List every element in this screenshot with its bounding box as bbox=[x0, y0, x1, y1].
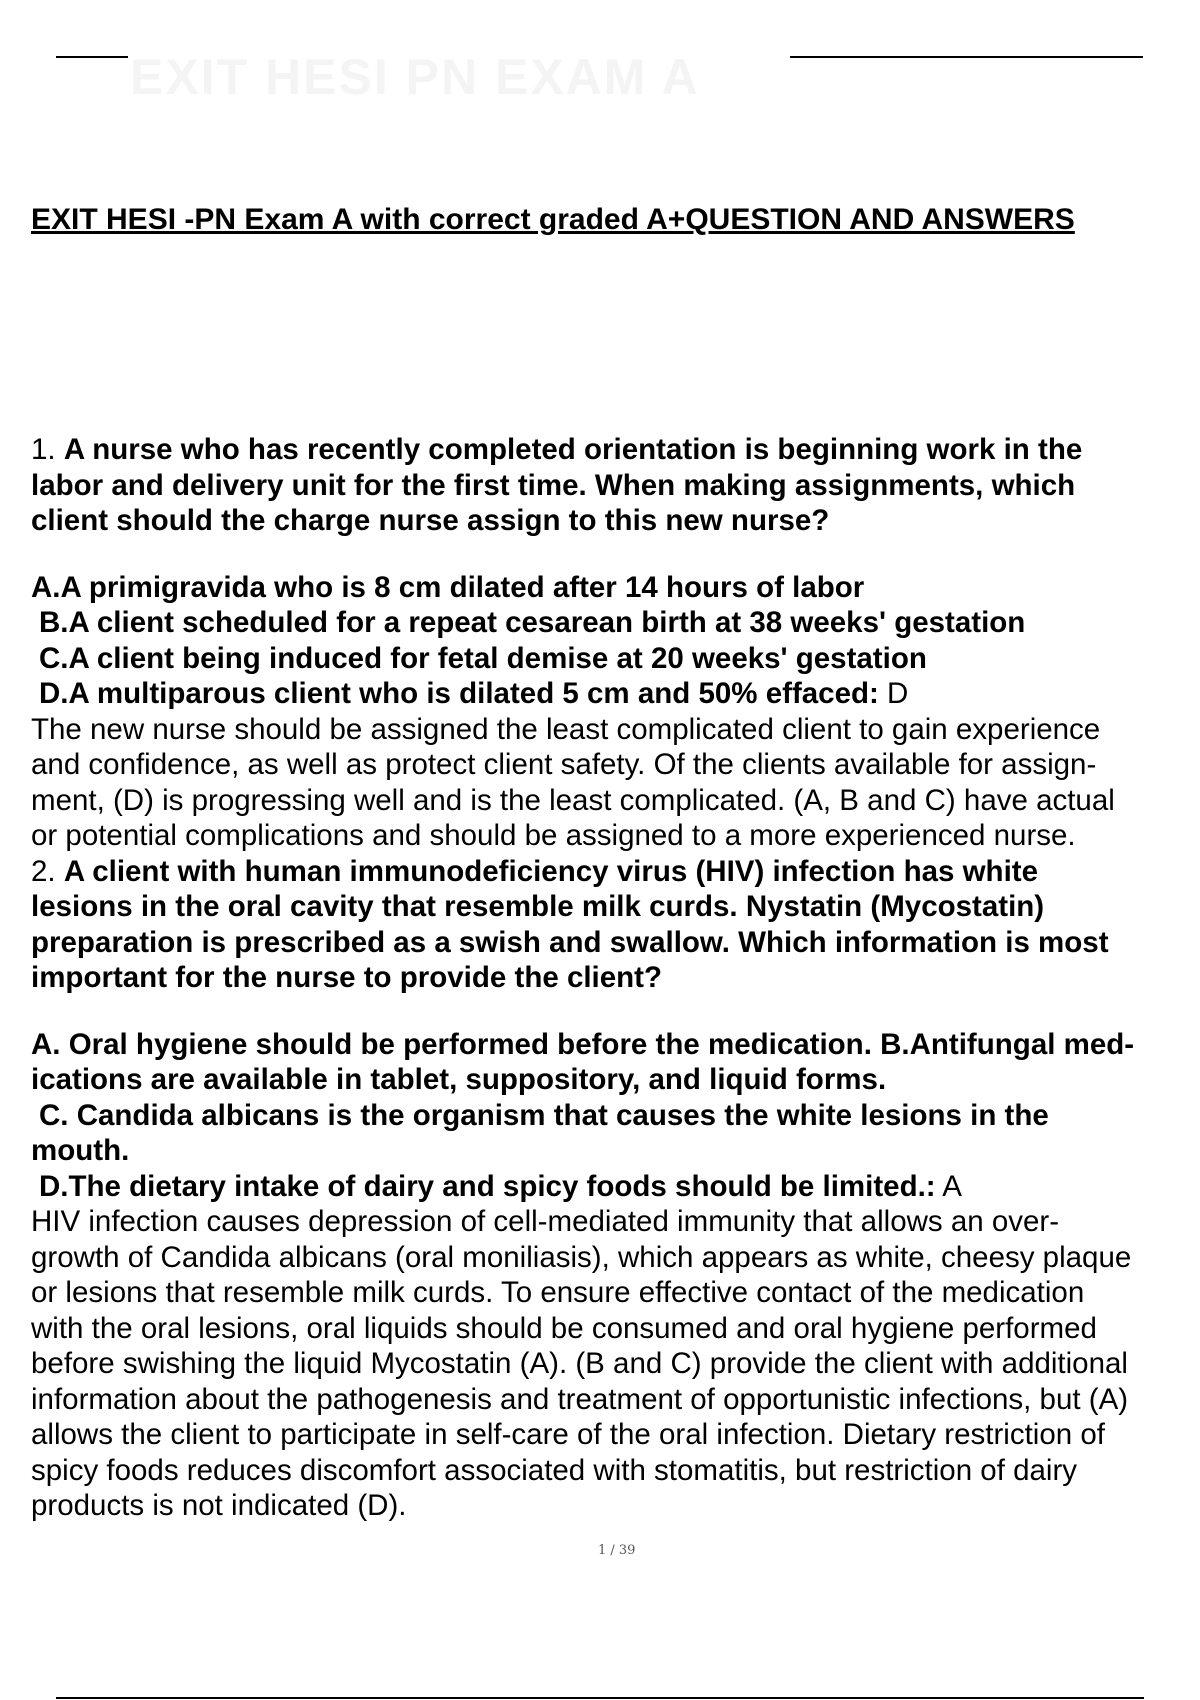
q1-explanation-line-4: or potential complications and should be assigned to a more experienced nurse. bbox=[31, 819, 1076, 852]
q2-answer: A bbox=[942, 1169, 962, 1203]
q2-stem-line-4: important for the nurse to provide the client? bbox=[31, 961, 663, 994]
document-body bbox=[31, 432, 1193, 1524]
q2-option-line-3: C. Candida albicans is the organism that causes the white lesions in the bbox=[39, 1098, 1049, 1132]
q2-explanation-line-5: before swishing the liquid Mycostatin (A). (B and C) provide the client with additional bbox=[31, 1347, 1128, 1380]
q1-answer: D bbox=[887, 677, 909, 710]
q2-option-line-5: D.The dietary intake of dairy and spicy foods should be limited.: A bbox=[39, 1169, 962, 1203]
q2-explanation-line-6: information about the pathogenesis and treatment of opportunistic infections, but (A) bbox=[31, 1382, 1129, 1416]
q2-explanation-line-3: or lesions that resemble milk curds. To ensure effective contact of the medication bbox=[31, 1276, 1085, 1309]
q1-stem-line-3: client should the charge nurse assign to this new nurse? bbox=[31, 504, 830, 537]
q1-option-d: D.A multiparous client who is dilated 5 cm and 50% effaced: D bbox=[39, 677, 909, 710]
top-left-rule bbox=[56, 56, 128, 58]
q2-explanation-line-4: with the oral lesions, oral liquids should be consumed and oral hygiene performed bbox=[31, 1311, 1097, 1345]
q2-option-line-4: mouth. bbox=[31, 1134, 130, 1167]
q1-stem-line-1: 1. A nurse who has recently completed orientation is beginning work in the bbox=[31, 433, 1083, 466]
q2-explanation-line-1: HIV infection causes depression of cell-mediated immunity that allows an over- bbox=[31, 1205, 1060, 1238]
page-number: 1 / 39 bbox=[598, 1543, 636, 1558]
q2-number: 2. bbox=[31, 854, 56, 888]
q2-explanation-line-2: growth of Candida albicans (oral moniliasis), which appears as white, cheesy plaque bbox=[31, 1240, 1132, 1274]
q2-stem-line-2: lesions in the oral cavity that resemble milk curds. Nystatin (Mycostatin) bbox=[31, 890, 1045, 923]
q2-stem-line-1: 2. A client with human immunodeficiency virus (HIV) infection has white bbox=[31, 854, 1038, 888]
q2-explanation-line-7: allows the client to participate in self-care of the oral infection. Dietary restriction of bbox=[31, 1418, 1105, 1451]
watermark: EXIT HESI PN EXAM A bbox=[130, 49, 700, 105]
document-title: EXIT HESI -PN Exam A with correct graded A+QUESTION AND ANSWERS bbox=[31, 203, 1075, 236]
q2-explanation-line-8: spicy foods reduces discomfort associated with stomatitis, but restriction of dairy bbox=[31, 1453, 1078, 1487]
q1-stem-line-2: labor and delivery unit for the first time. When making assignments, which bbox=[31, 468, 1076, 502]
q1-explanation-line-2: and confidence, as well as protect client safety. Of the clients available for assign- bbox=[31, 748, 1097, 781]
q2-explanation-line-9: products is not indicated (D). bbox=[31, 1489, 407, 1522]
q1-option-c: C.A client being induced for fetal demise at 20 weeks' gestation bbox=[39, 641, 927, 675]
top-right-rule bbox=[790, 56, 1143, 58]
q2-stem-line-3: preparation is prescribed as a swish and swallow. Which information is most bbox=[31, 925, 1109, 959]
q1-option-a: A.A primigravida who is 8 cm dilated after 14 hours of labor bbox=[31, 570, 865, 604]
bottom-rule bbox=[56, 1697, 1144, 1699]
q2-option-line-2: ications are available in tablet, suppository, and liquid forms. bbox=[31, 1063, 887, 1096]
q1-option-b: B.A client scheduled for a repeat cesarean birth at 38 weeks' gestation bbox=[39, 606, 1026, 639]
q2-option-line-1: A. Oral hygiene should be performed before the medication. B.Antifungal med- bbox=[31, 1027, 1135, 1061]
q1-number: 1. bbox=[31, 433, 56, 466]
q1-explanation-line-3: ment, (D) is progressing well and is the least complicated. (A, B and C) have actual bbox=[31, 783, 1115, 817]
q1-explanation-line-1: The new nurse should be assigned the least complicated client to gain experience bbox=[31, 712, 1101, 746]
